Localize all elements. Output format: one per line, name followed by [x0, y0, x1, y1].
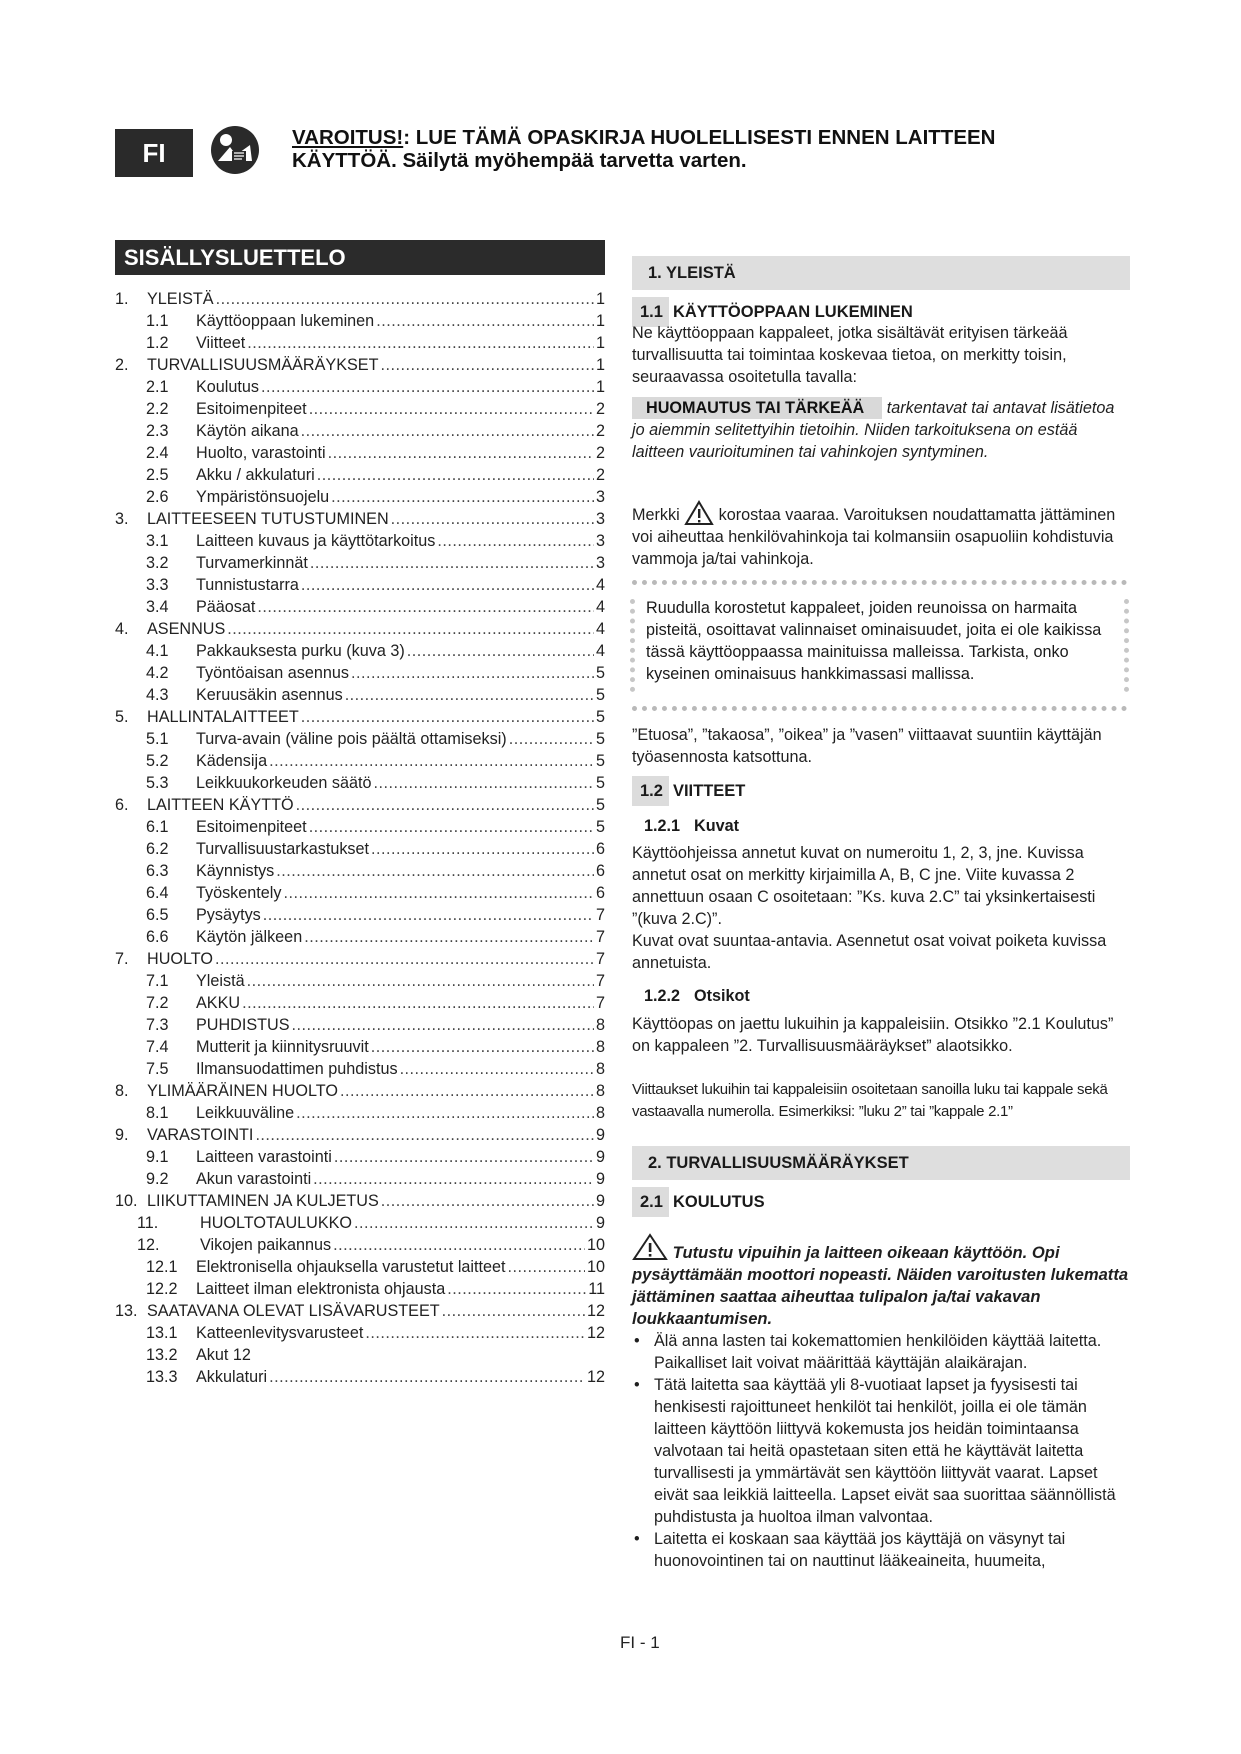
section-2-heading: 2. TURVALLISUUSMÄÄRÄYKSET	[632, 1146, 1130, 1180]
language-badge: FI	[115, 129, 193, 177]
optional-features-box	[632, 580, 1127, 711]
toc-leader-dots	[310, 552, 594, 574]
toc-entry-page: 7	[595, 994, 605, 1012]
toc-entry-label: Akku / akkulaturi	[196, 466, 315, 484]
toc-leader-dots	[309, 816, 594, 838]
toc-entry-number: 1.1	[146, 312, 169, 330]
toc-entry-page: 6	[595, 862, 605, 880]
toc-entry	[115, 332, 605, 354]
note-text: tarkentavat tai antavat lisätietoa jo aiemmin selitettyihin tietoihin. Niiden tarkoituksena on estää laitteen vaurioituminen tai vahinkojen syntyminen.	[632, 399, 1115, 461]
toc-entry-label: Koulutus	[196, 378, 259, 396]
safety-warning-text: Tutustu vipuihin ja laitteen oikeaan käyttöön. Opi pysäyttämään moottori nopeasti. Näiden varoitusten lukematta jättäminen saattaa aiheuttaa tulipalon ja/tai vakavan loukkaantumisen.	[632, 1243, 1129, 1328]
toc-leader-dots	[447, 1278, 586, 1300]
toc-entry-page: 8	[595, 1060, 605, 1078]
toc-leader-dots	[437, 530, 594, 552]
toc-leader-dots	[340, 1080, 594, 1102]
toc-entry-number: 2.3	[146, 422, 169, 440]
toc-entry-label: Esitoimenpiteet	[196, 400, 307, 418]
toc-entry-label: Pysäytys	[196, 906, 261, 924]
toc-entry-label: Laitteen kuvaus ja käyttötarkoitus	[196, 532, 436, 550]
toc-entry-label: Yleistä	[196, 972, 245, 990]
toc-entry-label: Huolto, varastointi	[196, 444, 326, 462]
toc-leader-dots	[283, 882, 594, 904]
list-item: • Laitetta ei koskaan saa käyttää jos käyttäjä on väsynyt tai huonovointinen tai on nauttinut lääkeaineita, huumeita,	[632, 1528, 1130, 1572]
toc-entry-page: 5	[595, 708, 605, 726]
note-paragraph	[632, 397, 1130, 463]
paragraph: Viittaukset lukuihin tai kappaleisiin osoitetaan sanoilla luku tai kappale sekä vastaavalla numerolla. Esimerkiksi: ”luku 2” tai ”kappale 2.1”	[632, 1081, 1108, 1120]
toc-leader-dots	[269, 1366, 585, 1388]
toc-entry	[115, 1102, 605, 1124]
toc-entry-number: 11.	[137, 1214, 159, 1232]
toc-entry-number: 2.4	[146, 444, 169, 462]
toc-entry-label: Käynnistys	[196, 862, 275, 880]
toc-entry-number: 9.1	[146, 1148, 169, 1166]
toc-entry-page: 1	[595, 290, 605, 308]
toc-entry-number: 1.	[115, 290, 129, 308]
toc-entry-page: 1	[595, 378, 605, 396]
toc-entry-label: Katteenlevitysvarusteet	[196, 1324, 364, 1342]
toc-leader-dots	[442, 1300, 585, 1322]
toc-entry	[115, 970, 605, 992]
toc-entry	[115, 1366, 605, 1388]
toc-leader-dots	[309, 398, 594, 420]
warning-line2: KÄYTTÖÄ. Säilytä myöhempää tarvetta varten.	[292, 149, 747, 172]
toc-entry-label: LAITTEEN KÄYTTÖ	[147, 796, 294, 814]
toc-entry-number: 7.1	[146, 972, 169, 990]
toc-entry-page: 12	[586, 1324, 605, 1342]
toc-entry	[115, 1146, 605, 1168]
toc-entry	[115, 992, 605, 1014]
directions-paragraph: ”Etuosa”, ”takaosa”, ”oikea” ja ”vasen” viittaavat suuntiin käyttäjän työasennosta katsottuna.	[632, 726, 1102, 766]
hazard-lead: Merkki	[632, 506, 680, 524]
toc-leader-dots	[374, 772, 594, 794]
toc-entry-page: 9	[595, 1170, 605, 1188]
toc-entry-number: 3.2	[146, 554, 169, 572]
toc-entry-label: SAATAVANA OLEVAT LISÄVARUSTEET	[147, 1302, 440, 1320]
toc-entry-number: 5.2	[146, 752, 169, 770]
toc-entry-page: 8	[595, 1038, 605, 1056]
toc-entry-label: Työntöaisan asennus	[196, 664, 349, 682]
hazard-paragraph	[632, 500, 1130, 570]
toc-entry	[115, 1344, 605, 1366]
toc-entry-page: 5	[595, 774, 605, 792]
toc-entry-number: 7.5	[146, 1060, 169, 1078]
toc-entry	[115, 376, 605, 398]
toc-entry-label: AKKU	[196, 994, 241, 1012]
toc-leader-dots	[227, 618, 594, 640]
paragraph: Käyttöohjeissa annetut kuvat on numeroitu 1, 2, 3, jne. Kuvissa annetut osat on merkitty kirjaimilla A, B, C jne. Viite kuvassa 2 annettuun osaan C osoitetaan: ”Ks. kuva 2.C” tai yksinkertaisesti ”(kuva 2.C)”.	[632, 844, 1096, 928]
toc-entry-number: 5.	[115, 708, 129, 726]
note-label: HUOMAUTUS TAI TÄRKEÄÄ	[632, 397, 882, 419]
toc-entry-label: HUOLTOTAULUKKO	[200, 1214, 353, 1232]
toc-leader-dots	[263, 904, 594, 926]
toc-leader-dots	[296, 794, 594, 816]
toc-entry-number: 7.	[115, 950, 129, 968]
toc-entry-page: 4	[595, 598, 605, 616]
toc-entry-page: 3	[595, 554, 605, 572]
paragraph: Käyttöopas on jaettu lukuihin ja kappaleisiin. Otsikko ”2.1 Koulutus” on kappaleen ”2. Turvallisuusmääräykset” alaotsikko.	[632, 1015, 1114, 1055]
toc-entry-number: 6.4	[146, 884, 169, 902]
toc-entry	[115, 1234, 605, 1256]
toc-leader-dots	[334, 1146, 594, 1168]
toc-entry-number: 6.3	[146, 862, 169, 880]
toc-leader-dots	[509, 728, 594, 750]
toc-entry-label: Akun varastointi	[196, 1170, 312, 1188]
toc-entry-label: ASENNUS	[147, 620, 226, 638]
toc-leader-dots	[365, 1322, 585, 1344]
section-title: Otsikot	[694, 987, 750, 1005]
toc-entry-number: 12.	[137, 1236, 160, 1254]
toc-entry	[115, 684, 605, 706]
toc-entry-page: 7	[595, 972, 605, 990]
list-item: • Älä anna lasten tai kokemattomien henkilöiden käyttää laitetta. Paikalliset lait voivat määrittää käyttäjän alaikärajan.	[632, 1330, 1130, 1374]
toc-entry-number: 6.	[115, 796, 129, 814]
toc-entry	[115, 618, 605, 640]
toc-entry-number: 4.3	[146, 686, 169, 704]
toc-entry	[115, 1190, 605, 1212]
toc-entry-label: Turvamerkinnät	[196, 554, 308, 572]
toc-entry-page: 9	[595, 1214, 605, 1232]
toc-entry-number: 4.1	[146, 642, 169, 660]
toc-entry-label: Ympäristönsuojelu	[196, 488, 330, 506]
toc-entry-label: Esitoimenpiteet	[196, 818, 307, 836]
list-item: • Tätä laitetta saa käyttää yli 8-vuotiaat lapset ja fyysisesti tai henkisesti rajoittuneet henkilöt tai henkilöt, joilla ei ole tämän laitteen käyttöön liittyvä kokemusta jos heidän toimintaansa valvotaan tai heitä opastetaan siten että he käyttävät laitetta turvallisesti ja ymmärtävät sen käyttöön liittyvät vaarat. Lapset eivät saa leikkiä laitteella. Lapset eivät saa suorittaa säännöllistä puhdistusta ja huoltoa ilman valvontaa.	[632, 1374, 1130, 1528]
toc-entry-label: Käytön aikana	[196, 422, 299, 440]
toc-leader-dots	[407, 640, 594, 662]
toc-entry-number: 6.6	[146, 928, 169, 946]
toc-entry-number: 3.	[115, 510, 129, 528]
toc-leader-dots	[216, 288, 594, 310]
section-1-2-1-heading	[644, 815, 739, 837]
toc-entry-label: Pakkauksesta purku (kuva 3)	[196, 642, 405, 660]
toc-leader-dots	[301, 420, 594, 442]
toc-leader-dots	[371, 1036, 594, 1058]
toc-entry-number: 13.3	[146, 1368, 178, 1386]
toc-entry-page: 7	[595, 928, 605, 946]
toc-entry	[115, 904, 605, 926]
toc-leader-dots	[354, 1212, 594, 1234]
toc-entry-label: TURVALLISUUSMÄÄRÄYKSET	[147, 356, 379, 374]
toc-entry	[115, 552, 605, 574]
toc-entry-number: 5.1	[146, 730, 169, 748]
warning-title	[292, 126, 1112, 172]
toc-entry-label: Turvallisuustarkastukset	[196, 840, 370, 858]
paragraph: Kuvat ovat suuntaa-antavia. Asennetut osat voivat poiketa kuvissa annetuista.	[632, 932, 1107, 972]
toc-entry-page: 2	[595, 422, 605, 440]
toc-entry-number: 2.6	[146, 488, 169, 506]
toc-entry-page: 9	[595, 1126, 605, 1144]
dot-border-left	[630, 599, 635, 692]
toc-entry-page: 5	[595, 796, 605, 814]
toc-entry	[115, 420, 605, 442]
toc-entry-number: 13.1	[146, 1324, 178, 1342]
toc-entry-page: 1	[595, 312, 605, 330]
toc-entry	[115, 596, 605, 618]
toc-entry-label: Työskentely	[196, 884, 282, 902]
toc-entry-page: 11	[588, 1280, 605, 1298]
toc-entry-page: 4	[595, 620, 605, 638]
section-1-heading: 1. YLEISTÄ	[632, 256, 1130, 290]
toc-entry-label: Leikkuukorkeuden säätö	[196, 774, 372, 792]
toc-entry-label: Mutterit ja kiinnitysruuvit	[196, 1038, 369, 1056]
toc-entry	[115, 882, 605, 904]
toc-entry-number: 10.	[115, 1192, 138, 1210]
toc-entry-page: 8	[595, 1082, 605, 1100]
toc-entry	[115, 1212, 605, 1234]
toc-entry-number: 13.2	[146, 1346, 178, 1364]
warning-triangle-icon	[684, 500, 714, 526]
toc-entry-label: Leikkuuväline	[196, 1104, 295, 1122]
toc-entry	[115, 794, 605, 816]
toc-leader-dots	[296, 1102, 594, 1124]
toc-entry-number: 4.	[115, 620, 129, 638]
toc-leader-dots	[508, 1256, 585, 1278]
toc-entry	[115, 1080, 605, 1102]
section-1-2-2-heading	[644, 985, 750, 1007]
toc-entry	[115, 772, 605, 794]
toc-entry	[115, 640, 605, 662]
warning-triangle-icon	[632, 1233, 668, 1261]
toc-entry-label: Laitteen varastointi	[196, 1148, 332, 1166]
toc-leader-dots	[261, 376, 594, 398]
toc-entry-page: 1	[595, 334, 605, 352]
section-number: 1.2	[632, 776, 669, 806]
toc-entry-label: Laitteet ilman elektronista ohjausta	[196, 1280, 446, 1298]
toc-entry	[115, 398, 605, 420]
toc-entry-page: 2	[595, 400, 605, 418]
toc-leader-dots	[242, 992, 594, 1014]
toc-leader-dots	[328, 442, 594, 464]
toc-entry	[115, 1256, 605, 1278]
toc-entry-number: 12.2	[146, 1280, 178, 1298]
section-title: KÄYTTÖOPPAAN LUKEMINEN	[672, 303, 913, 321]
toc-entry-label: HALLINTALAITTEET	[147, 708, 299, 726]
toc-entry-page: 3	[595, 488, 605, 506]
toc-entry	[115, 838, 605, 860]
toc-entry-page: 10	[586, 1236, 605, 1254]
section-1-2-heading	[632, 776, 745, 806]
toc-leader-dots	[304, 926, 594, 948]
toc-entry-page: 1	[595, 356, 605, 374]
toc-entry-page: 6	[595, 884, 605, 902]
toc-entry	[115, 926, 605, 948]
hazard-text: korostaa vaaraa. Varoituksen noudattamatta jättäminen voi aiheuttaa henkilövahinkoja tai kolmansiin osapuoliin kohdistuvia vammoja ja/tai vahinkoja.	[632, 506, 1116, 568]
toc-entry	[115, 1300, 605, 1322]
toc-entry-page: 4	[595, 642, 605, 660]
toc-entry-label: Pääosat	[196, 598, 256, 616]
toc-entry	[115, 816, 605, 838]
toc-entry-number: 3.4	[146, 598, 169, 616]
toc-entry-label: PUHDISTUS	[196, 1016, 290, 1034]
toc-entry-number: 4.2	[146, 664, 169, 682]
toc-leader-dots	[381, 354, 594, 376]
warning-line1: : LUE TÄMÄ OPASKIRJA HUOLELLISESTI ENNEN LAITTEEN	[403, 126, 996, 149]
toc-entry-page: 4	[595, 576, 605, 594]
toc-entry-page: 5	[595, 752, 605, 770]
toc-entry-label: Keruusäkin asennus	[196, 686, 343, 704]
toc-entry-label: VARASTOINTI	[147, 1126, 254, 1144]
toc-entry-label: LAITTEESEEN TUTUSTUMINEN	[147, 510, 389, 528]
toc-entry-label: Kädensija	[196, 752, 268, 770]
toc-entry-number: 8.	[115, 1082, 129, 1100]
toc-entry	[115, 1058, 605, 1080]
toc-entry	[115, 310, 605, 332]
toc-entry-number: 6.1	[146, 818, 169, 836]
read-manual-icon	[210, 125, 260, 175]
toc-entry-label: Elektronisella ohjauksella varustetut laitteet	[196, 1258, 506, 1276]
toc-leader-dots	[313, 1168, 594, 1190]
toc-entry-page: 3	[595, 532, 605, 550]
page-number: FI - 1	[620, 1633, 660, 1652]
warning-word: VAROITUS!	[292, 126, 404, 149]
section-title: Kuvat	[694, 817, 739, 835]
toc-entry-page: 7	[595, 950, 605, 968]
toc-entry-page: 7	[595, 906, 605, 924]
toc-entry-page: 9	[595, 1148, 605, 1166]
toc-entry-label: Ilmansuodattimen puhdistus	[196, 1060, 398, 1078]
toc-entry-label: Tunnistustarra	[196, 576, 299, 594]
toc-entry-number: 8.1	[146, 1104, 169, 1122]
toc-entry-page: 8	[595, 1104, 605, 1122]
toc-leader-dots	[257, 596, 594, 618]
toc-entry-page: 6	[595, 840, 605, 858]
toc-entry-number: 7.4	[146, 1038, 169, 1056]
section-number: 1.2.1	[644, 817, 681, 835]
toc-entry	[115, 706, 605, 728]
optional-features-text: Ruudulla korostetut kappaleet, joiden reunoissa on harmaita pisteitä, osoittavat valinnaiset ominaisuudet, joita ei ole kaikissa tässä käyttöoppaassa mainituissa malleissa. Tarkista, onko kyseinen ominaisuus hankkimassasi mallissa.	[646, 599, 1102, 683]
toc-leader-dots	[371, 838, 594, 860]
toc-entry-label: Käytön jälkeen	[196, 928, 303, 946]
toc-entry	[115, 1278, 605, 1300]
toc-entry-page: 10	[586, 1258, 605, 1276]
safety-warning	[632, 1233, 1130, 1330]
toc-entry	[115, 530, 605, 552]
toc-entry-label: Vikojen paikannus	[200, 1236, 332, 1254]
toc-entry	[115, 574, 605, 596]
toc-entry	[115, 662, 605, 684]
toc-entry	[115, 860, 605, 882]
toc-entry	[115, 1168, 605, 1190]
toc-leader-dots	[301, 574, 594, 596]
toc-leader-dots	[292, 1014, 594, 1036]
toc-leader-dots	[317, 464, 594, 486]
toc-entry-number: 12.1	[146, 1258, 178, 1276]
toc-entry-label: YLIMÄÄRÄINEN HUOLTO	[147, 1082, 338, 1100]
toc-entry	[115, 1036, 605, 1058]
toc-entry-page: 8	[595, 1016, 605, 1034]
toc-entry-label: YLEISTÄ	[147, 290, 214, 308]
toc-entry	[115, 1124, 605, 1146]
toc-entry-number: 2.	[115, 356, 129, 374]
toc-leader-dots	[301, 706, 594, 728]
toc-entry-number: 9.	[115, 1126, 129, 1144]
dot-border-right	[1124, 599, 1129, 692]
toc-leader-dots	[333, 1234, 585, 1256]
toc-entry-number: 1.2	[146, 334, 169, 352]
toc-entry	[115, 1014, 605, 1036]
toc-entry	[115, 750, 605, 772]
toc-entry-label: LIIKUTTAMINEN JA KULJETUS	[147, 1192, 379, 1210]
toc-entry-number: 3.3	[146, 576, 169, 594]
toc-entry-page: 5	[595, 686, 605, 704]
toc-entry-label: HUOLTO	[147, 950, 213, 968]
toc-leader-dots	[215, 948, 594, 970]
toc-leader-dots	[345, 684, 594, 706]
toc-leader-dots	[247, 970, 594, 992]
toc-entry-page: 5	[595, 664, 605, 682]
toc-entry	[115, 948, 605, 970]
toc-entry	[115, 728, 605, 750]
toc-entry-number: 6.2	[146, 840, 169, 858]
section-number: 2.1	[632, 1187, 669, 1217]
toc-entry-page: 12	[586, 1302, 605, 1320]
toc-leader-dots	[381, 1190, 594, 1212]
toc-entry-label: Turva-avain (väline pois päältä ottamiseksi)	[196, 730, 507, 748]
toc-entry-label: Käyttöoppaan lukeminen	[196, 312, 375, 330]
toc-entry	[115, 354, 605, 376]
toc-entry-number: 2.5	[146, 466, 169, 484]
toc-leader-dots	[269, 750, 594, 772]
toc-leader-dots	[255, 1124, 594, 1146]
section-number: 1.1	[632, 297, 669, 327]
toc-entry-number: 5.3	[146, 774, 169, 792]
toc-entry-page: 5	[595, 730, 605, 748]
toc-entry-page: 3	[595, 510, 605, 528]
toc-leader-dots	[331, 486, 594, 508]
toc-entry-number: 2.2	[146, 400, 169, 418]
toc-leader-dots	[276, 860, 594, 882]
toc-entry-number: 2.1	[146, 378, 169, 396]
toc-entry-number: 7.3	[146, 1016, 169, 1034]
toc-leader-dots	[376, 310, 594, 332]
table-of-contents	[115, 288, 605, 1388]
toc-entry-label: Akut 12	[196, 1346, 251, 1364]
toc-entry-number: 3.1	[146, 532, 169, 550]
toc-entry-page: 9	[595, 1192, 605, 1210]
toc-entry-page: 2	[595, 466, 605, 484]
toc-entry-number: 7.2	[146, 994, 169, 1012]
toc-leader-dots	[391, 508, 594, 530]
toc-entry-label: Viitteet	[196, 334, 246, 352]
toc-entry-label: Akkulaturi	[196, 1368, 268, 1386]
toc-entry-number: 13.	[115, 1302, 138, 1320]
toc-entry-page: 2	[595, 444, 605, 462]
toc-leader-dots	[247, 332, 594, 354]
toc-entry	[115, 508, 605, 530]
toc-entry-number: 9.2	[146, 1170, 169, 1188]
section-title: KOULUTUS	[672, 1193, 765, 1211]
safety-bullets	[632, 1330, 1130, 1572]
section-2-1-heading	[632, 1187, 765, 1217]
toc-entry	[115, 288, 605, 310]
toc-leader-dots	[400, 1058, 594, 1080]
toc-entry-page: 12	[586, 1368, 605, 1386]
toc-title: SISÄLLYSLUETTELO	[115, 240, 605, 275]
paragraph: Ne käyttöoppaan kappaleet, jotka sisältävät erityisen tärkeää turvallisuutta tai toimintaa koskevaa tietoa, on merkitty toisin, seuraavassa osoitetulla tavalla:	[632, 324, 1068, 386]
toc-entry	[115, 486, 605, 508]
toc-entry-page: 5	[595, 818, 605, 836]
section-title: VIITTEET	[672, 782, 746, 800]
toc-entry-number: 6.5	[146, 906, 169, 924]
toc-entry	[115, 464, 605, 486]
toc-leader-dots	[351, 662, 594, 684]
toc-entry	[115, 442, 605, 464]
section-number: 1.2.2	[644, 987, 681, 1005]
toc-entry	[115, 1322, 605, 1344]
